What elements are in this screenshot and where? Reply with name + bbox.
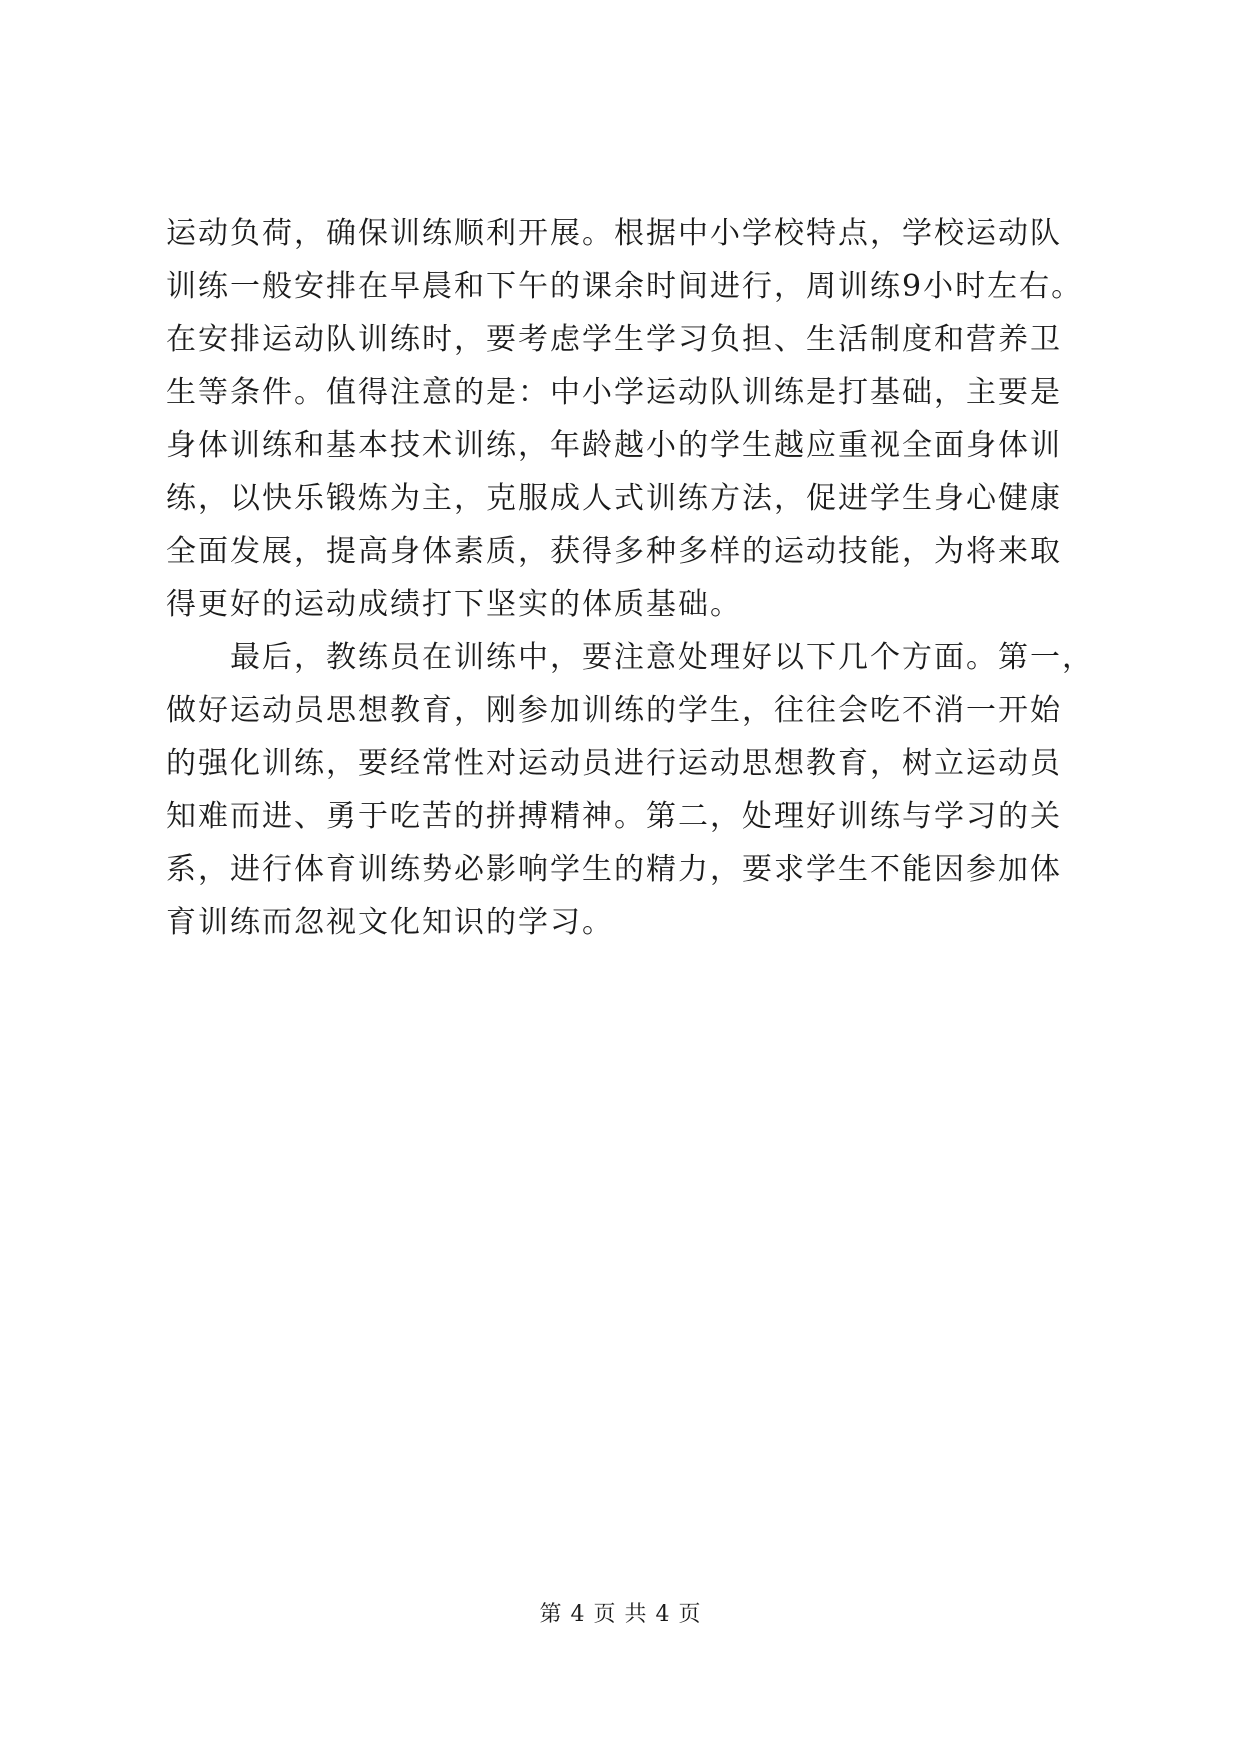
body-text bbox=[166, 207, 1126, 949]
text-line: 的强化训练，要经常性对运动员进行运动思想教育，树立运动员 bbox=[166, 746, 1062, 781]
text-line: 全面发展，提高身体素质，获得多种多样的运动技能，为将来取 bbox=[166, 534, 1062, 569]
page-number-footer: 第 4 页 共 4 页 bbox=[539, 1602, 702, 1627]
text-line: 在安排运动队训练时，要考虑学生学习负担、生活制度和营养卫 bbox=[166, 322, 1062, 357]
text-line: 身体训练和基本技术训练，年龄越小的学生越应重视全面身体训 bbox=[166, 428, 1062, 463]
text-line: 训练一般安排在早晨和下午的课余时间进行，周训练9小时左右。 bbox=[166, 269, 1084, 304]
text-line: 育训练而忽视文化知识的学习。 bbox=[166, 905, 614, 940]
text-line: 得更好的运动成绩打下坚实的体质基础。 bbox=[166, 587, 742, 622]
text-line: 知难而进、勇于吃苦的拼搏精神。第二，处理好训练与学习的关 bbox=[166, 799, 1062, 834]
text-line: 生等条件。值得注意的是：中小学运动队训练是打基础，主要是 bbox=[166, 375, 1062, 410]
text-line: 做好运动员思想教育，刚参加训练的学生，往往会吃不消一开始 bbox=[166, 693, 1062, 728]
text-line: 练，以快乐锻炼为主，克服成人式训练方法，促进学生身心健康 bbox=[166, 481, 1062, 516]
text-line: 最后，教练员在训练中，要注意处理好以下几个方面。第一， bbox=[166, 640, 1094, 675]
text-line: 运动负荷，确保训练顺利开展。根据中小学校特点，学校运动队 bbox=[166, 216, 1062, 251]
text-line: 系，进行体育训练势必影响学生的精力，要求学生不能因参加体 bbox=[166, 852, 1062, 887]
